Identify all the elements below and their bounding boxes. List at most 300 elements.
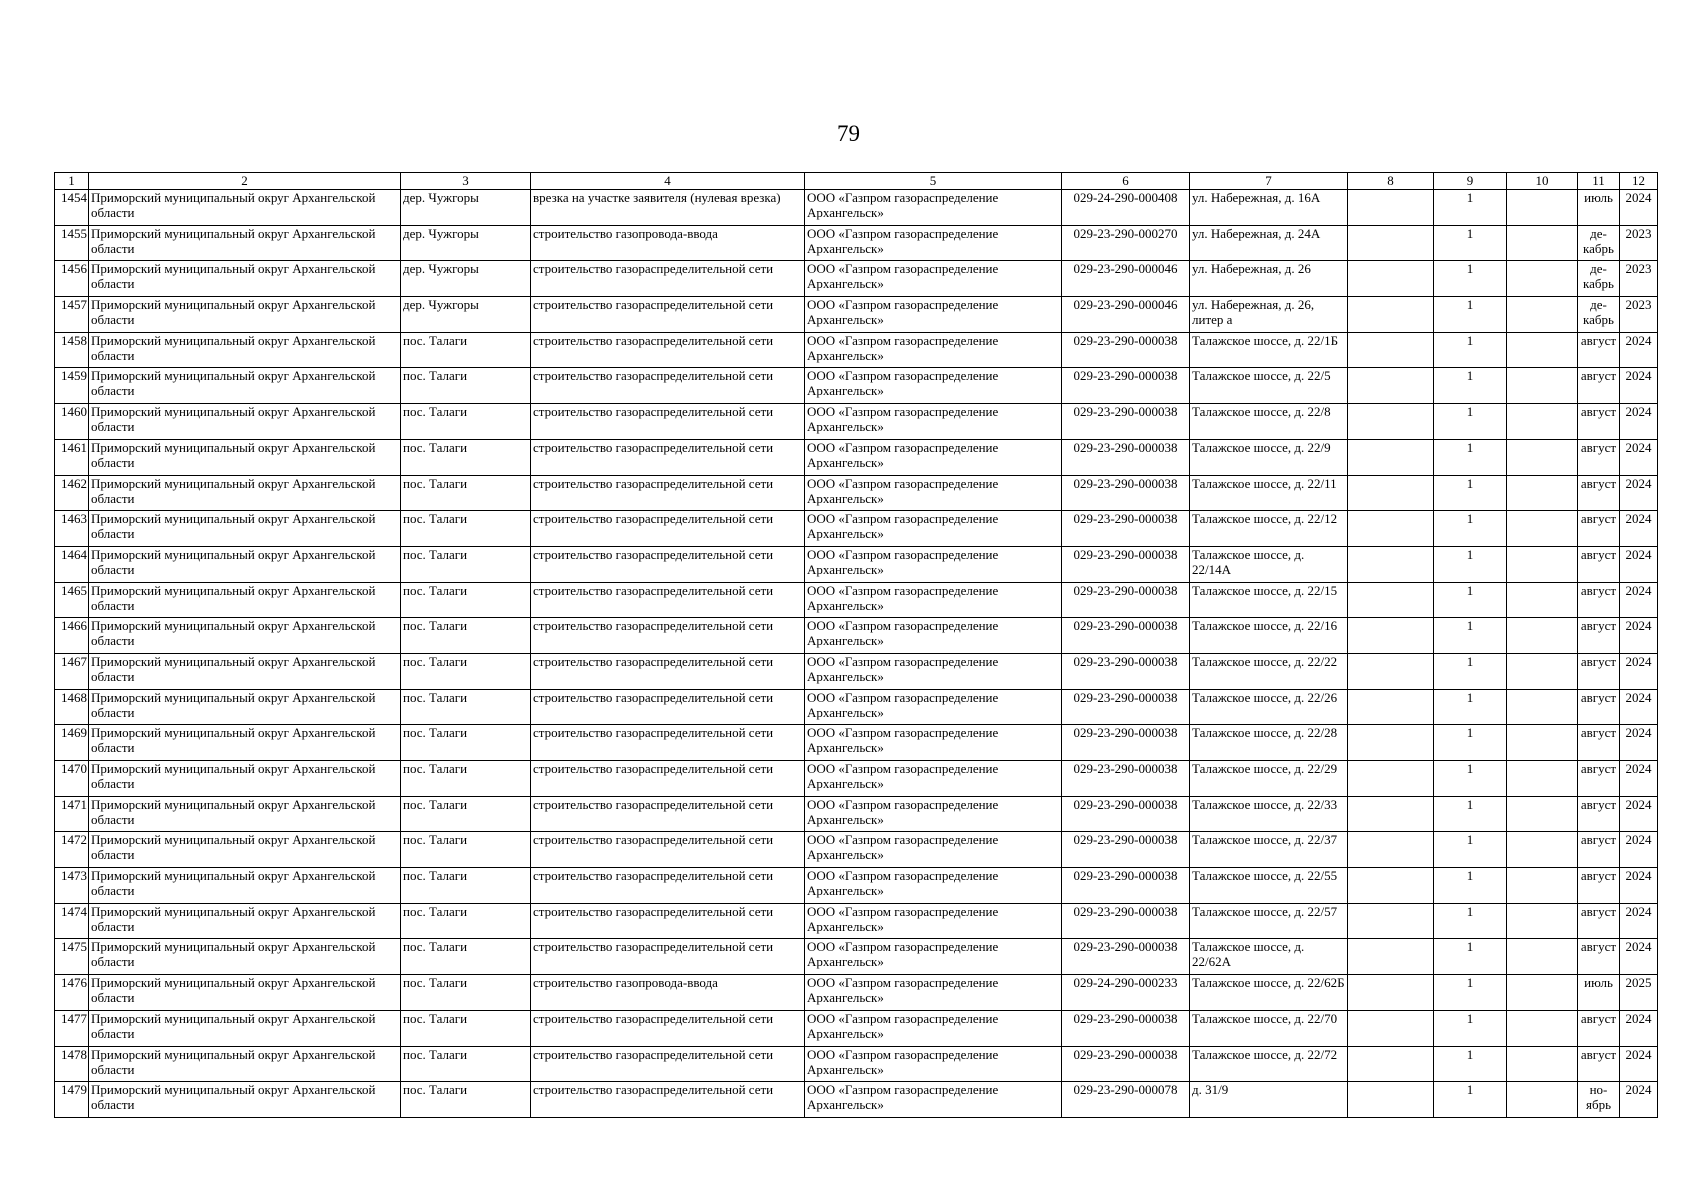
district-cell: Приморский муниципальный округ Архангельской области: [89, 618, 401, 654]
quantity-cell: 1: [1434, 368, 1507, 404]
application-code-cell: 029-23-290-000038: [1062, 1010, 1190, 1046]
row-number: 1462: [55, 475, 89, 511]
settlement-cell: пос. Талаги: [401, 1082, 531, 1118]
address-cell: Талажское шоссе, д. 22/33: [1190, 796, 1348, 832]
column-10-cell: [1507, 404, 1578, 440]
column-8-cell: [1348, 475, 1434, 511]
year-cell: 2024: [1620, 1010, 1658, 1046]
column-header-4: 4: [531, 173, 805, 190]
year-cell: 2024: [1620, 832, 1658, 868]
district-cell: Приморский муниципальный округ Архангельской области: [89, 975, 401, 1011]
settlement-cell: пос. Талаги: [401, 868, 531, 904]
column-header-2: 2: [89, 173, 401, 190]
column-10-cell: [1507, 368, 1578, 404]
district-cell: Приморский муниципальный округ Архангельской области: [89, 190, 401, 226]
settlement-cell: дер. Чужгоры: [401, 190, 531, 226]
settlement-cell: пос. Талаги: [401, 368, 531, 404]
column-8-cell: [1348, 1046, 1434, 1082]
application-code-cell: 029-23-290-000046: [1062, 261, 1190, 297]
application-code-cell: 029-23-290-000038: [1062, 332, 1190, 368]
address-cell: Талажское шоссе, д. 22/8: [1190, 404, 1348, 440]
table-row: [55, 689, 1658, 725]
month-cell: август: [1578, 796, 1620, 832]
district-cell: Приморский муниципальный округ Архангельской области: [89, 868, 401, 904]
work-type-cell: строительство газораспределительной сети: [531, 297, 805, 333]
settlement-cell: пос. Талаги: [401, 725, 531, 761]
application-code-cell: 029-23-290-000038: [1062, 653, 1190, 689]
table-row: [55, 868, 1658, 904]
column-8-cell: [1348, 225, 1434, 261]
column-10-cell: [1507, 939, 1578, 975]
work-type-cell: строительство газораспределительной сети: [531, 546, 805, 582]
quantity-cell: 1: [1434, 582, 1507, 618]
work-type-cell: строительство газораспределительной сети: [531, 511, 805, 547]
year-cell: 2024: [1620, 190, 1658, 226]
table-row: [55, 511, 1658, 547]
month-cell: июль: [1578, 190, 1620, 226]
column-8-cell: [1348, 618, 1434, 654]
column-10-cell: [1507, 332, 1578, 368]
row-number: 1476: [55, 975, 89, 1011]
organization-cell: ООО «Газпром газораспределение Архангельск»: [805, 297, 1062, 333]
district-cell: Приморский муниципальный округ Архангельской области: [89, 796, 401, 832]
page-number: 79: [837, 121, 860, 146]
column-10-cell: [1507, 618, 1578, 654]
district-cell: Приморский муниципальный округ Архангельской области: [89, 546, 401, 582]
work-type-cell: строительство газораспределительной сети: [531, 939, 805, 975]
work-type-cell: строительство газораспределительной сети: [531, 832, 805, 868]
table-row: [55, 368, 1658, 404]
column-header-1: 1: [55, 173, 89, 190]
column-8-cell: [1348, 439, 1434, 475]
organization-cell: ООО «Газпром газораспределение Архангельск»: [805, 1010, 1062, 1046]
district-cell: Приморский муниципальный округ Архангельской области: [89, 404, 401, 440]
row-number: 1475: [55, 939, 89, 975]
column-8-cell: [1348, 868, 1434, 904]
column-10-cell: [1507, 975, 1578, 1011]
work-type-cell: строительство газопровода-ввода: [531, 975, 805, 1011]
table-row: [55, 761, 1658, 797]
quantity-cell: 1: [1434, 653, 1507, 689]
address-cell: Талажское шоссе, д. 22/15: [1190, 582, 1348, 618]
column-10-cell: [1507, 725, 1578, 761]
settlement-cell: пос. Талаги: [401, 761, 531, 797]
row-number: 1463: [55, 511, 89, 547]
district-cell: Приморский муниципальный округ Архангельской области: [89, 761, 401, 797]
organization-cell: ООО «Газпром газораспределение Архангельск»: [805, 1046, 1062, 1082]
table-row: [55, 332, 1658, 368]
table-row: [55, 190, 1658, 226]
application-code-cell: 029-23-290-000038: [1062, 475, 1190, 511]
month-cell: август: [1578, 511, 1620, 547]
row-number: 1472: [55, 832, 89, 868]
column-8-cell: [1348, 653, 1434, 689]
settlement-cell: пос. Талаги: [401, 653, 531, 689]
organization-cell: ООО «Газпром газораспределение Архангельск»: [805, 225, 1062, 261]
work-type-cell: строительство газораспределительной сети: [531, 903, 805, 939]
row-number: 1457: [55, 297, 89, 333]
column-10-cell: [1507, 190, 1578, 226]
address-cell: Талажское шоссе, д. 22/1Б: [1190, 332, 1348, 368]
settlement-cell: пос. Талаги: [401, 511, 531, 547]
column-8-cell: [1348, 190, 1434, 226]
header-row: [55, 173, 1658, 190]
year-cell: 2024: [1620, 689, 1658, 725]
year-cell: 2024: [1620, 761, 1658, 797]
address-cell: Талажское шоссе, д. 22/9: [1190, 439, 1348, 475]
quantity-cell: 1: [1434, 975, 1507, 1011]
year-cell: 2024: [1620, 439, 1658, 475]
organization-cell: ООО «Газпром газораспределение Архангельск»: [805, 796, 1062, 832]
application-code-cell: 029-23-290-000038: [1062, 903, 1190, 939]
district-cell: Приморский муниципальный округ Архангельской области: [89, 689, 401, 725]
address-cell: Талажское шоссе, д. 22/16: [1190, 618, 1348, 654]
quantity-cell: 1: [1434, 939, 1507, 975]
column-10-cell: [1507, 1082, 1578, 1118]
table-row: [55, 832, 1658, 868]
column-10-cell: [1507, 761, 1578, 797]
quantity-cell: 1: [1434, 618, 1507, 654]
month-cell: август: [1578, 689, 1620, 725]
quantity-cell: 1: [1434, 761, 1507, 797]
column-header-7: 7: [1190, 173, 1348, 190]
district-cell: Приморский муниципальный округ Архангельской области: [89, 832, 401, 868]
address-cell: Талажское шоссе, д. 22/22: [1190, 653, 1348, 689]
column-10-cell: [1507, 475, 1578, 511]
month-cell: август: [1578, 761, 1620, 797]
year-cell: 2023: [1620, 225, 1658, 261]
row-number: 1459: [55, 368, 89, 404]
year-cell: 2024: [1620, 475, 1658, 511]
table-row: [55, 582, 1658, 618]
quantity-cell: 1: [1434, 1082, 1507, 1118]
address-cell: Талажское шоссе, д. 22/57: [1190, 903, 1348, 939]
row-number: 1471: [55, 796, 89, 832]
row-number: 1479: [55, 1082, 89, 1118]
year-cell: 2024: [1620, 939, 1658, 975]
column-10-cell: [1507, 261, 1578, 297]
application-code-cell: 029-23-290-000046: [1062, 297, 1190, 333]
column-8-cell: [1348, 939, 1434, 975]
column-8-cell: [1348, 368, 1434, 404]
settlement-cell: пос. Талаги: [401, 975, 531, 1011]
month-cell: август: [1578, 903, 1620, 939]
organization-cell: ООО «Газпром газораспределение Архангельск»: [805, 939, 1062, 975]
month-cell: август: [1578, 618, 1620, 654]
organization-cell: ООО «Газпром газораспределение Архангельск»: [805, 1082, 1062, 1118]
row-number: 1460: [55, 404, 89, 440]
organization-cell: ООО «Газпром газораспределение Архангельск»: [805, 653, 1062, 689]
table-row: [55, 725, 1658, 761]
work-type-cell: строительство газораспределительной сети: [531, 689, 805, 725]
settlement-cell: пос. Талаги: [401, 903, 531, 939]
table-row: [55, 1082, 1658, 1118]
settlement-cell: дер. Чужгоры: [401, 261, 531, 297]
row-number: 1470: [55, 761, 89, 797]
quantity-cell: 1: [1434, 689, 1507, 725]
month-cell: август: [1578, 475, 1620, 511]
settlement-cell: пос. Талаги: [401, 439, 531, 475]
organization-cell: ООО «Газпром газораспределение Архангельск»: [805, 546, 1062, 582]
year-cell: 2024: [1620, 368, 1658, 404]
row-number: 1468: [55, 689, 89, 725]
district-cell: Приморский муниципальный округ Архангельской области: [89, 511, 401, 547]
application-code-cell: 029-23-290-000038: [1062, 546, 1190, 582]
organization-cell: ООО «Газпром газораспределение Архангельск»: [805, 511, 1062, 547]
quantity-cell: 1: [1434, 725, 1507, 761]
year-cell: 2024: [1620, 1046, 1658, 1082]
year-cell: 2024: [1620, 546, 1658, 582]
row-number: 1456: [55, 261, 89, 297]
work-type-cell: строительство газораспределительной сети: [531, 868, 805, 904]
application-code-cell: 029-23-290-000038: [1062, 368, 1190, 404]
address-cell: Талажское шоссе, д. 22/55: [1190, 868, 1348, 904]
month-cell: август: [1578, 725, 1620, 761]
district-cell: Приморский муниципальный округ Архангельской области: [89, 368, 401, 404]
quantity-cell: 1: [1434, 546, 1507, 582]
district-cell: Приморский муниципальный округ Архангельской области: [89, 939, 401, 975]
settlement-cell: пос. Талаги: [401, 546, 531, 582]
month-cell: июль: [1578, 975, 1620, 1011]
address-cell: Талажское шоссе, д. 22/12: [1190, 511, 1348, 547]
work-type-cell: строительство газораспределительной сети: [531, 1046, 805, 1082]
column-8-cell: [1348, 761, 1434, 797]
quantity-cell: 1: [1434, 868, 1507, 904]
quantity-cell: 1: [1434, 511, 1507, 547]
table-row: [55, 404, 1658, 440]
organization-cell: ООО «Газпром газораспределение Архангельск»: [805, 761, 1062, 797]
column-8-cell: [1348, 832, 1434, 868]
column-header-6: 6: [1062, 173, 1190, 190]
column-10-cell: [1507, 689, 1578, 725]
column-8-cell: [1348, 1010, 1434, 1046]
work-type-cell: строительство газораспределительной сети: [531, 439, 805, 475]
district-cell: Приморский муниципальный округ Архангельской области: [89, 582, 401, 618]
month-cell: август: [1578, 546, 1620, 582]
year-cell: 2024: [1620, 868, 1658, 904]
column-8-cell: [1348, 689, 1434, 725]
table-body: [55, 190, 1658, 1118]
application-code-cell: 029-23-290-000038: [1062, 832, 1190, 868]
month-cell: август: [1578, 332, 1620, 368]
quantity-cell: 1: [1434, 404, 1507, 440]
organization-cell: ООО «Газпром газораспределение Архангельск»: [805, 868, 1062, 904]
month-cell: август: [1578, 1010, 1620, 1046]
row-number: 1458: [55, 332, 89, 368]
work-type-cell: строительство газораспределительной сети: [531, 582, 805, 618]
column-10-cell: [1507, 832, 1578, 868]
address-cell: Талажское шоссе, д. 22/11: [1190, 475, 1348, 511]
address-cell: Талажское шоссе, д. 22/70: [1190, 1010, 1348, 1046]
column-10-cell: [1507, 903, 1578, 939]
column-header-8: 8: [1348, 173, 1434, 190]
settlement-cell: пос. Талаги: [401, 475, 531, 511]
quantity-cell: 1: [1434, 1046, 1507, 1082]
year-cell: 2024: [1620, 404, 1658, 440]
column-8-cell: [1348, 297, 1434, 333]
row-number: 1461: [55, 439, 89, 475]
table-row: [55, 1010, 1658, 1046]
settlement-cell: пос. Талаги: [401, 939, 531, 975]
application-code-cell: 029-23-290-000038: [1062, 582, 1190, 618]
column-10-cell: [1507, 653, 1578, 689]
address-cell: Талажское шоссе, д. 22/28: [1190, 725, 1348, 761]
district-cell: Приморский муниципальный округ Архангельской области: [89, 475, 401, 511]
address-cell: ул. Набережная, д. 26, литер а: [1190, 297, 1348, 333]
work-type-cell: строительство газораспределительной сети: [531, 761, 805, 797]
column-8-cell: [1348, 975, 1434, 1011]
application-code-cell: 029-23-290-000270: [1062, 225, 1190, 261]
column-10-cell: [1507, 1046, 1578, 1082]
work-type-cell: врезка на участке заявителя (нулевая врезка): [531, 190, 805, 226]
application-code-cell: 029-23-290-000038: [1062, 796, 1190, 832]
year-cell: 2023: [1620, 261, 1658, 297]
column-header-3: 3: [401, 173, 531, 190]
quantity-cell: 1: [1434, 225, 1507, 261]
settlement-cell: пос. Талаги: [401, 618, 531, 654]
column-header-11: 11: [1578, 173, 1620, 190]
row-number: 1477: [55, 1010, 89, 1046]
year-cell: 2024: [1620, 796, 1658, 832]
district-cell: Приморский муниципальный округ Архангельской области: [89, 225, 401, 261]
address-cell: Талажское шоссе, д. 22/26: [1190, 689, 1348, 725]
column-10-cell: [1507, 225, 1578, 261]
application-code-cell: 029-23-290-000038: [1062, 404, 1190, 440]
month-cell: август: [1578, 939, 1620, 975]
column-8-cell: [1348, 546, 1434, 582]
row-number: 1466: [55, 618, 89, 654]
table-row: [55, 975, 1658, 1011]
quantity-cell: 1: [1434, 475, 1507, 511]
column-10-cell: [1507, 868, 1578, 904]
settlement-cell: пос. Талаги: [401, 582, 531, 618]
column-10-cell: [1507, 297, 1578, 333]
quantity-cell: 1: [1434, 261, 1507, 297]
address-cell: Талажское шоссе, д. 22/14А: [1190, 546, 1348, 582]
organization-cell: ООО «Газпром газораспределение Архангельск»: [805, 725, 1062, 761]
row-number: 1473: [55, 868, 89, 904]
settlement-cell: пос. Талаги: [401, 1010, 531, 1046]
organization-cell: ООО «Газпром газораспределение Архангельск»: [805, 689, 1062, 725]
address-cell: Талажское шоссе, д. 22/29: [1190, 761, 1348, 797]
work-type-cell: строительство газораспределительной сети: [531, 404, 805, 440]
year-cell: 2024: [1620, 903, 1658, 939]
organization-cell: ООО «Газпром газораспределение Архангельск»: [805, 903, 1062, 939]
application-code-cell: 029-24-290-000408: [1062, 190, 1190, 226]
column-10-cell: [1507, 546, 1578, 582]
application-code-cell: 029-23-290-000038: [1062, 439, 1190, 475]
gasification-register-table: [54, 172, 1658, 1118]
row-number: 1474: [55, 903, 89, 939]
work-type-cell: строительство газопровода-ввода: [531, 225, 805, 261]
table-row: [55, 1046, 1658, 1082]
column-8-cell: [1348, 261, 1434, 297]
row-number: 1465: [55, 582, 89, 618]
column-header-5: 5: [805, 173, 1062, 190]
column-8-cell: [1348, 404, 1434, 440]
work-type-cell: строительство газораспределительной сети: [531, 332, 805, 368]
quantity-cell: 1: [1434, 832, 1507, 868]
settlement-cell: пос. Талаги: [401, 796, 531, 832]
year-cell: 2024: [1620, 582, 1658, 618]
month-cell: август: [1578, 439, 1620, 475]
month-cell: де-кабрь: [1578, 297, 1620, 333]
address-cell: ул. Набережная, д. 16А: [1190, 190, 1348, 226]
application-code-cell: 029-23-290-000038: [1062, 511, 1190, 547]
organization-cell: ООО «Газпром газораспределение Архангельск»: [805, 190, 1062, 226]
quantity-cell: 1: [1434, 332, 1507, 368]
row-number: 1469: [55, 725, 89, 761]
work-type-cell: строительство газораспределительной сети: [531, 618, 805, 654]
settlement-cell: дер. Чужгоры: [401, 297, 531, 333]
address-cell: Талажское шоссе, д. 22/5: [1190, 368, 1348, 404]
table-row: [55, 297, 1658, 333]
settlement-cell: пос. Талаги: [401, 404, 531, 440]
organization-cell: ООО «Газпром газораспределение Архангельск»: [805, 439, 1062, 475]
year-cell: 2025: [1620, 975, 1658, 1011]
year-cell: 2024: [1620, 511, 1658, 547]
row-number: 1454: [55, 190, 89, 226]
application-code-cell: 029-23-290-000038: [1062, 689, 1190, 725]
application-code-cell: 029-23-290-000038: [1062, 725, 1190, 761]
row-number: 1478: [55, 1046, 89, 1082]
column-10-cell: [1507, 511, 1578, 547]
table-row: [55, 653, 1658, 689]
district-cell: Приморский муниципальный округ Архангельской области: [89, 261, 401, 297]
district-cell: Приморский муниципальный округ Архангельской области: [89, 332, 401, 368]
application-code-cell: 029-23-290-000038: [1062, 939, 1190, 975]
organization-cell: ООО «Газпром газораспределение Архангельск»: [805, 332, 1062, 368]
work-type-cell: строительство газораспределительной сети: [531, 1082, 805, 1118]
year-cell: 2024: [1620, 653, 1658, 689]
row-number: 1455: [55, 225, 89, 261]
quantity-cell: 1: [1434, 1010, 1507, 1046]
organization-cell: ООО «Газпром газораспределение Архангельск»: [805, 368, 1062, 404]
district-cell: Приморский муниципальный округ Архангельской области: [89, 439, 401, 475]
quantity-cell: 1: [1434, 297, 1507, 333]
table-row: [55, 475, 1658, 511]
organization-cell: ООО «Газпром газораспределение Архангельск»: [805, 582, 1062, 618]
column-header-10: 10: [1507, 173, 1578, 190]
address-cell: Талажское шоссе, д. 22/72: [1190, 1046, 1348, 1082]
work-type-cell: строительство газораспределительной сети: [531, 725, 805, 761]
application-code-cell: 029-23-290-000038: [1062, 761, 1190, 797]
district-cell: Приморский муниципальный округ Архангельской области: [89, 1046, 401, 1082]
application-code-cell: 029-23-290-000038: [1062, 868, 1190, 904]
year-cell: 2024: [1620, 725, 1658, 761]
organization-cell: ООО «Газпром газораспределение Архангельск»: [805, 404, 1062, 440]
quantity-cell: 1: [1434, 903, 1507, 939]
organization-cell: ООО «Газпром газораспределение Архангельск»: [805, 832, 1062, 868]
column-8-cell: [1348, 903, 1434, 939]
application-code-cell: 029-23-290-000038: [1062, 1046, 1190, 1082]
column-10-cell: [1507, 1010, 1578, 1046]
year-cell: 2024: [1620, 618, 1658, 654]
address-cell: Талажское шоссе, д. 22/37: [1190, 832, 1348, 868]
application-code-cell: 029-23-290-000078: [1062, 1082, 1190, 1118]
district-cell: Приморский муниципальный округ Архангельской области: [89, 1010, 401, 1046]
settlement-cell: пос. Талаги: [401, 689, 531, 725]
month-cell: август: [1578, 582, 1620, 618]
column-8-cell: [1348, 725, 1434, 761]
table-row: [55, 225, 1658, 261]
settlement-cell: пос. Талаги: [401, 1046, 531, 1082]
settlement-cell: пос. Талаги: [401, 832, 531, 868]
column-8-cell: [1348, 332, 1434, 368]
table-row: [55, 939, 1658, 975]
table-row: [55, 261, 1658, 297]
settlement-cell: дер. Чужгоры: [401, 225, 531, 261]
